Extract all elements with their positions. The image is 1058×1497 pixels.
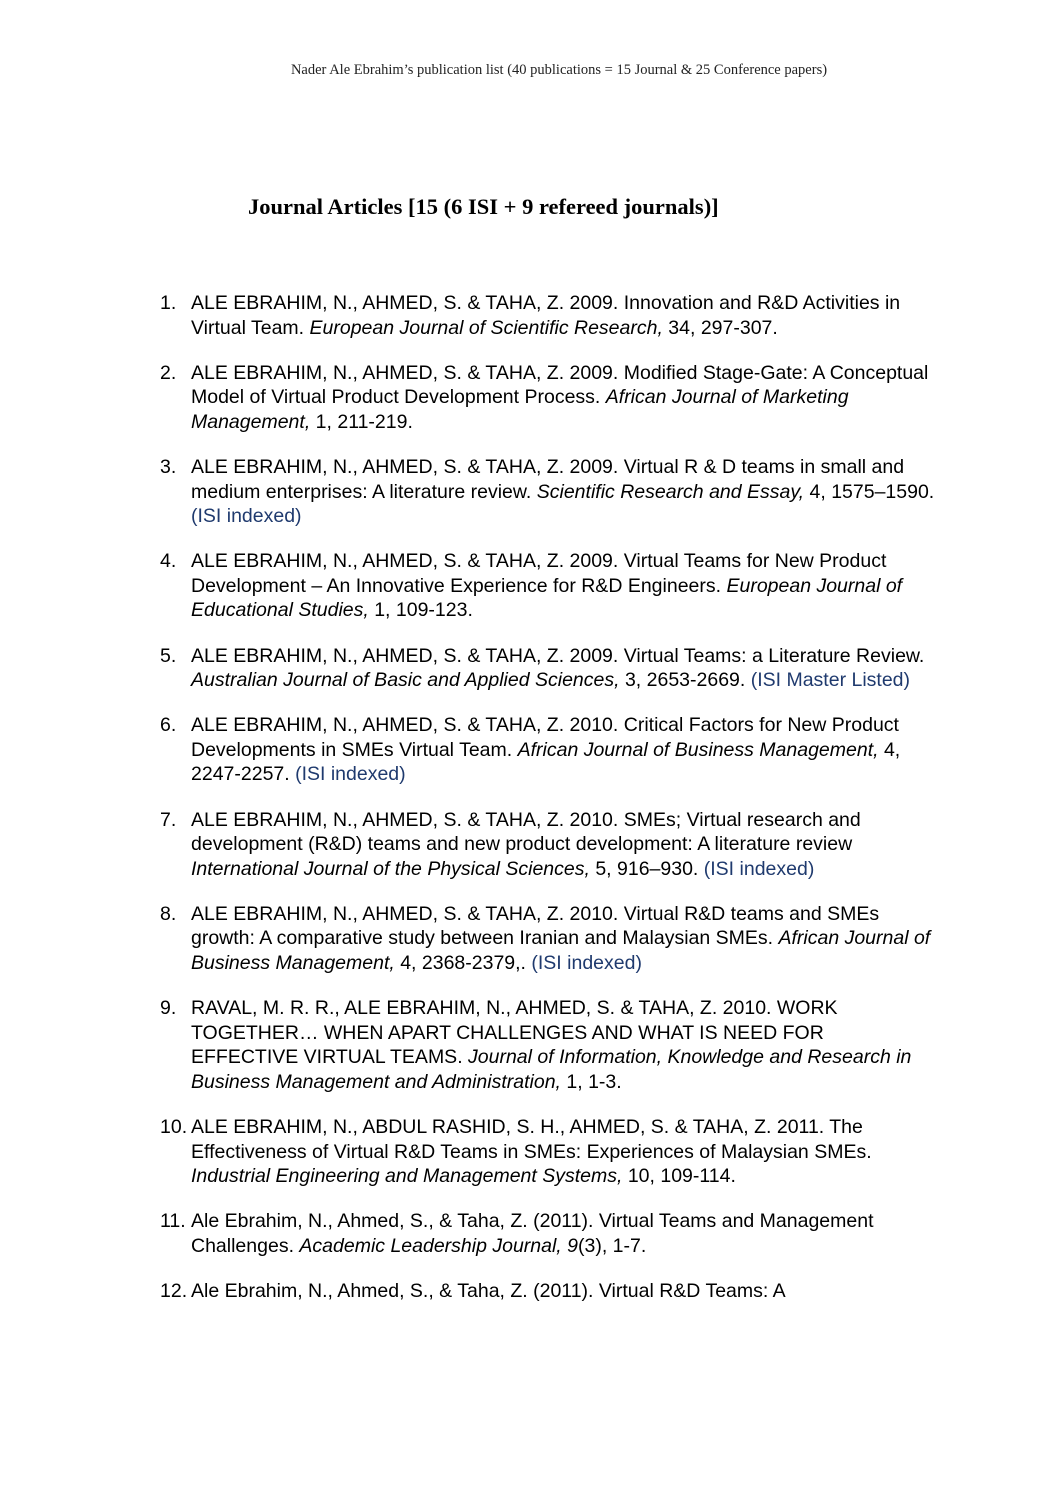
reference-item [160, 902, 935, 976]
isi-note: (ISI Master Listed) [750, 669, 911, 692]
reference-journal: Industrial Engineering and Management Systems, [191, 1165, 623, 1188]
reference-item [160, 1279, 935, 1304]
reference-item [160, 644, 935, 693]
reference-item [160, 713, 935, 787]
reference-details: 10, 109-114. [622, 1165, 736, 1188]
reference-authors: ALE EBRAHIM, N., AHMED, S. & TAHA, Z. 2009. Virtual Teams for New Product Development – An Innovative Experience for R&D Engineers. [191, 550, 887, 597]
reference-item [160, 291, 935, 340]
reference-details: 1, 211-219. [310, 410, 413, 433]
reference-details: 1, 1-3. [560, 1070, 622, 1093]
reference-authors: ALE EBRAHIM, N., AHMED, S. & TAHA, Z. 2009. Virtual R & D teams in small and medium enterprises: A literature review. [191, 455, 905, 503]
isi-note: (ISI indexed) [295, 763, 406, 786]
reference-number: 1. [160, 292, 177, 314]
reference-journal: African Journal of Business Management, [191, 927, 931, 974]
reference-number: 2. [160, 361, 177, 384]
reference-item [160, 549, 935, 623]
reference-journal: Journal of Information, Knowledge and Research in Business Management and Administration, [191, 1046, 912, 1093]
reference-number: 6. [160, 714, 177, 737]
reference-number: 3. [160, 455, 177, 478]
reference-authors: ALE EBRAHIM, N., AHMED, S. & TAHA, Z. 2009. Virtual Teams: a Literature Review. [191, 644, 925, 667]
reference-authors: Ale Ebrahim, N., Ahmed, S., & Taha, Z. (2011). Virtual R&D Teams: A [191, 1279, 786, 1302]
reference-number: 11. [160, 1210, 186, 1233]
reference-authors: ALE EBRAHIM, N., ABDUL RASHID, S. H., AHMED, S. & TAHA, Z. 2011. The Effectiveness of Virtual R&D Teams in SMEs: Experiences of Malaysian SMEs. [191, 1115, 872, 1163]
reference-journal: African Journal of Marketing Management, [191, 386, 849, 433]
reference-number: 5. [160, 644, 177, 667]
reference-journal: International Journal of the Physical Sciences, [191, 857, 590, 880]
reference-item [160, 808, 935, 882]
reference-journal: Scientific Research and Essay, [536, 480, 805, 503]
reference-details: 34, 297-307. [662, 316, 778, 339]
reference-number: 7. [160, 808, 177, 831]
reference-details: 5, 916–930. [589, 857, 704, 880]
reference-details: 4, 1575–1590. [804, 480, 935, 503]
reference-list [160, 291, 935, 1324]
reference-journal: European Journal of Scientific Research, [309, 316, 663, 339]
reference-details: 4, 2368-2379,. [394, 951, 532, 974]
reference-authors: ALE EBRAHIM, N., AHMED, S. & TAHA, Z. 2009. Modified Stage-Gate: A Conceptual Model of Virtual Product Development Process. [191, 361, 929, 409]
reference-item [160, 1115, 935, 1189]
reference-journal: Australian Journal of Basic and Applied Sciences, [191, 669, 620, 692]
reference-details: 3, 2653-2669. [619, 669, 751, 692]
isi-note: (ISI indexed) [191, 505, 302, 528]
isi-note: (ISI indexed) [531, 951, 642, 974]
reference-details: (3), 1-7. [578, 1234, 647, 1257]
reference-journal: African Journal of Business Management, [517, 738, 879, 761]
reference-number: 4. [160, 550, 177, 573]
isi-note: (ISI indexed) [703, 857, 815, 880]
reference-item [160, 455, 935, 529]
reference-number: 10. [160, 1115, 188, 1138]
reference-number: 9. [160, 997, 177, 1020]
reference-authors: ALE EBRAHIM, N., AHMED, S. & TAHA, Z. 2009. Innovation and R&D Activities in Virtual Team. [191, 292, 901, 339]
reference-item [160, 361, 935, 435]
reference-journal: European Journal of Educational Studies, [191, 574, 903, 622]
section-title: Journal Articles [15 (6 ISI + 9 refereed journals)] [248, 194, 719, 219]
reference-item [160, 996, 935, 1094]
reference-details: 1, 109-123. [368, 599, 473, 622]
reference-authors: ALE EBRAHIM, N., AHMED, S. & TAHA, Z. 2010. Virtual R&D teams and SMEs growth: A comparative study between Iranian and Malaysian SMEs. [191, 902, 880, 950]
reference-authors: RAVAL, M. R. R., ALE EBRAHIM, N., AHMED, S. & TAHA, Z. 2010. WORK TOGETHER… WHEN APART CHALLENGES AND WHAT IS NEED FOR EFFECTIVE VIRTUAL TEAMS. [191, 997, 838, 1069]
reference-journal: Academic Leadership Journal, 9 [299, 1234, 578, 1257]
reference-authors: ALE EBRAHIM, N., AHMED, S. & TAHA, Z. 2010. SMEs; Virtual research and development (R&D) teams and new product development: A literature review [191, 808, 861, 856]
reference-details: 4, 2247-2257. [191, 738, 901, 786]
reference-number: 8. [160, 902, 177, 925]
reference-number: 12. [160, 1279, 188, 1302]
reference-authors: ALE EBRAHIM, N., AHMED, S. & TAHA, Z. 2010. Critical Factors for New Product Developments in SMEs Virtual Team. [191, 714, 899, 761]
page-header: Nader Ale Ebrahim’s publication list (40 publications = 15 Journal & 25 Conference papers) [290, 62, 828, 78]
reference-item [160, 1209, 935, 1258]
reference-authors: Ale Ebrahim, N., Ahmed, S., & Taha, Z. (2011). Virtual Teams and Management Challenges. [191, 1210, 874, 1257]
